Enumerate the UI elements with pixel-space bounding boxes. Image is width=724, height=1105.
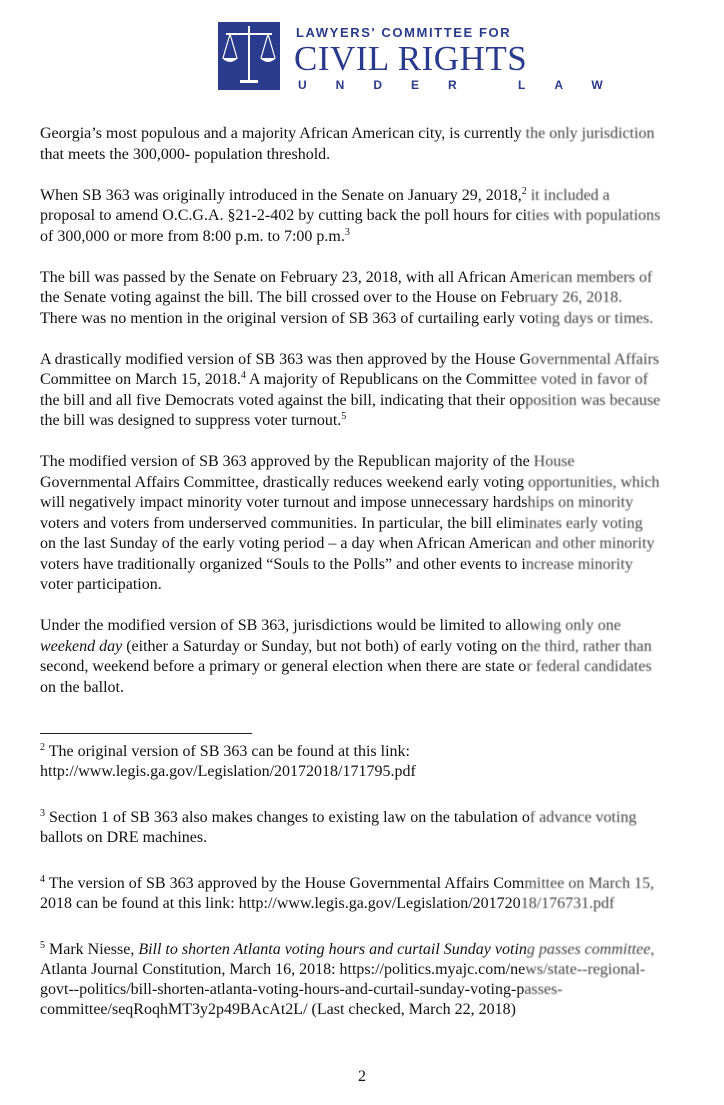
paragraph-4 — [40, 350, 722, 432]
text-line: will negatively impact minority voter turnout and impose unnecessary hards — [40, 494, 528, 511]
text-line-blurred: inates early voting — [524, 514, 643, 532]
text-line: Under the modified version of SB 363, jurisdictions would be limited to allo — [40, 617, 530, 634]
text-line: on the last Sunday of the early voting period – a day when African America — [40, 535, 524, 552]
logo-line-3: UNDER LAW — [298, 78, 632, 92]
text-line: There was no mention in the original version of SB 363 of curtailing early vo — [40, 309, 535, 327]
paragraph-2 — [40, 186, 722, 248]
text-line: on the ballot. — [40, 678, 124, 696]
text-line: The bill was passed by the Senate on February 23, 2018, with all African Am — [40, 268, 534, 286]
footnote-number: 2 — [40, 742, 45, 753]
text-line: voters and voters from underserved communities. In particular, the bill elim — [40, 514, 525, 532]
footnote-text-blurred: 18/176731.pdf — [520, 895, 615, 912]
emphasis-text: weekend day — [40, 637, 123, 655]
text-line: voter participation. — [40, 576, 162, 593]
text-line: Committee on March 15, 2018. — [40, 371, 241, 388]
text-line: the bill was designed to suppress voter turnout. — [40, 412, 342, 429]
text-line-blurred: House — [533, 453, 575, 470]
footnote-number: 4 — [40, 874, 45, 885]
footnote-ref: 5 — [341, 411, 347, 422]
text-line-blurred: r federal candidates — [526, 658, 652, 675]
text-line: voters have traditionally organized “Souls to the Polls” and other events to i — [40, 555, 526, 573]
text-line-blurred: ee voted in favor of — [522, 371, 649, 388]
footnote-text-blurred: ws/state--regional- — [525, 961, 646, 978]
article-title-blurred: g passes committee — [526, 941, 651, 958]
footnote-link[interactable]: http://www.legis.ga.gov/Legislation/20172018/171795.pdf — [40, 763, 416, 780]
footnote-3 — [40, 808, 722, 848]
text-line: When SB 363 was originally introduced in the Senate on January 29, 2018, — [40, 186, 522, 204]
footnote-divider — [40, 733, 252, 734]
logo-line-2: CIVIL RIGHTS — [294, 39, 528, 78]
footnote-text-blurred: asses- — [524, 981, 563, 998]
text-line: A majority of Republicans on the Committ — [245, 371, 523, 388]
footnote-text: committee/seqRoqhMT3y2p49BAcAt2L/ (Last checked, March 22, 2018) — [40, 1001, 516, 1018]
footnote-ref: 4 — [240, 370, 246, 381]
text-line-blurred: it included a — [530, 186, 610, 204]
logo-line-1: LAWYERS' COMMITTEE FOR — [296, 25, 512, 40]
text-line-blurred: opportunities, which — [528, 473, 660, 491]
footnote-number: 3 — [40, 808, 45, 819]
footnote-text: The version of SB 363 approved by the House Governmental Affairs Com — [48, 875, 525, 892]
text-line-blurred: overnmental Affairs — [531, 350, 660, 368]
footnote-text: ballots on DRE machines. — [40, 829, 208, 846]
footnote-text: The original version of SB 363 can be found at this link: — [48, 743, 410, 760]
footnote-text-blurred: f advance voting — [529, 809, 637, 826]
text-line: The modified version of SB 363 approved by the Republican majority of the — [40, 453, 530, 470]
text-line: (either a Saturday or Sunday, but not both) of early voting on t — [122, 637, 526, 655]
footnote-number: 5 — [40, 940, 45, 951]
footnote-link[interactable]: govt--politics/bill-shorten-atlanta-voting-hours-and-curtail-sunday-voting-p — [40, 981, 525, 998]
footnote-text: Atlanta Journal Constitution, March 16, 2018: https://politics.myajc.com/ne — [40, 961, 526, 978]
text-line-blurred: n and other minority — [523, 535, 655, 552]
text-line: that meets the 300,000- population threshold. — [40, 145, 331, 163]
paragraph-3 — [40, 268, 722, 330]
text-line: the Senate voting against the bill. The bill crossed over to the House on Feb — [40, 289, 525, 306]
text-line: second, weekend before a primary or general election when there are state o — [40, 658, 527, 675]
page-number: 2 — [358, 1068, 366, 1085]
footnote-text-blurred: mittee on March 15, — [524, 875, 655, 892]
text-line: A drastically modified version of SB 363 was then approved by the House G — [40, 350, 532, 368]
organization-logo — [218, 22, 632, 94]
footnote-text-blurred: , — [650, 941, 655, 958]
text-line-blurred: ting days or times. — [535, 309, 654, 327]
footnote-5 — [40, 940, 722, 1020]
footnote-link[interactable]: 2018 can be found at this link: http://www.legis.ga.gov/Legislation/201720 — [40, 895, 521, 912]
document-body — [40, 124, 722, 719]
footnote-text: Section 1 of SB 363 also makes changes to existing law on the tabulation o — [49, 809, 530, 826]
text-line: of 300,000 or more from 8:00 p.m. to 7:00 p.m. — [40, 227, 345, 245]
text-line: the bill and all five Democrats voted against the bill, indicating that their op — [40, 391, 526, 409]
text-line-blurred: position was because — [525, 391, 661, 409]
text-line-blurred: erican members of — [533, 268, 653, 286]
text-line: proposal to amend O.C.G.A. §21-2-402 by cutting back the poll hours for ci — [40, 207, 528, 224]
footnote-ref: 2 — [521, 185, 527, 197]
text-line-blurred: he third, rather than — [525, 637, 652, 655]
text-line-blurred: ncrease minority — [525, 555, 633, 573]
text-line-blurred: wing only one — [529, 617, 621, 634]
footnote-text: Mark Niesse, — [49, 941, 139, 958]
footnote-2 — [40, 742, 722, 782]
paragraph-6 — [40, 616, 722, 698]
paragraph-5 — [40, 452, 722, 596]
footnote-4 — [40, 874, 722, 914]
footnotes — [40, 742, 722, 1046]
footnote-ref: 3 — [344, 226, 350, 238]
text-line-blurred: the only jurisdiction — [525, 125, 655, 142]
scales-of-justice-icon — [218, 22, 280, 90]
text-line: Georgia’s most populous and a majority African American city, is currently — [40, 125, 522, 142]
text-line-blurred: hips on minority — [527, 494, 634, 511]
text-line-blurred: ruary 26, 2018. — [524, 289, 623, 306]
text-line-blurred: ties with populations — [527, 207, 661, 224]
paragraph-1 — [40, 124, 722, 165]
article-title: Bill to shorten Atlanta voting hours and curtail Sunday votin — [138, 941, 527, 958]
text-line: Governmental Affairs Committee, drastically reduces weekend early voting — [40, 473, 524, 491]
